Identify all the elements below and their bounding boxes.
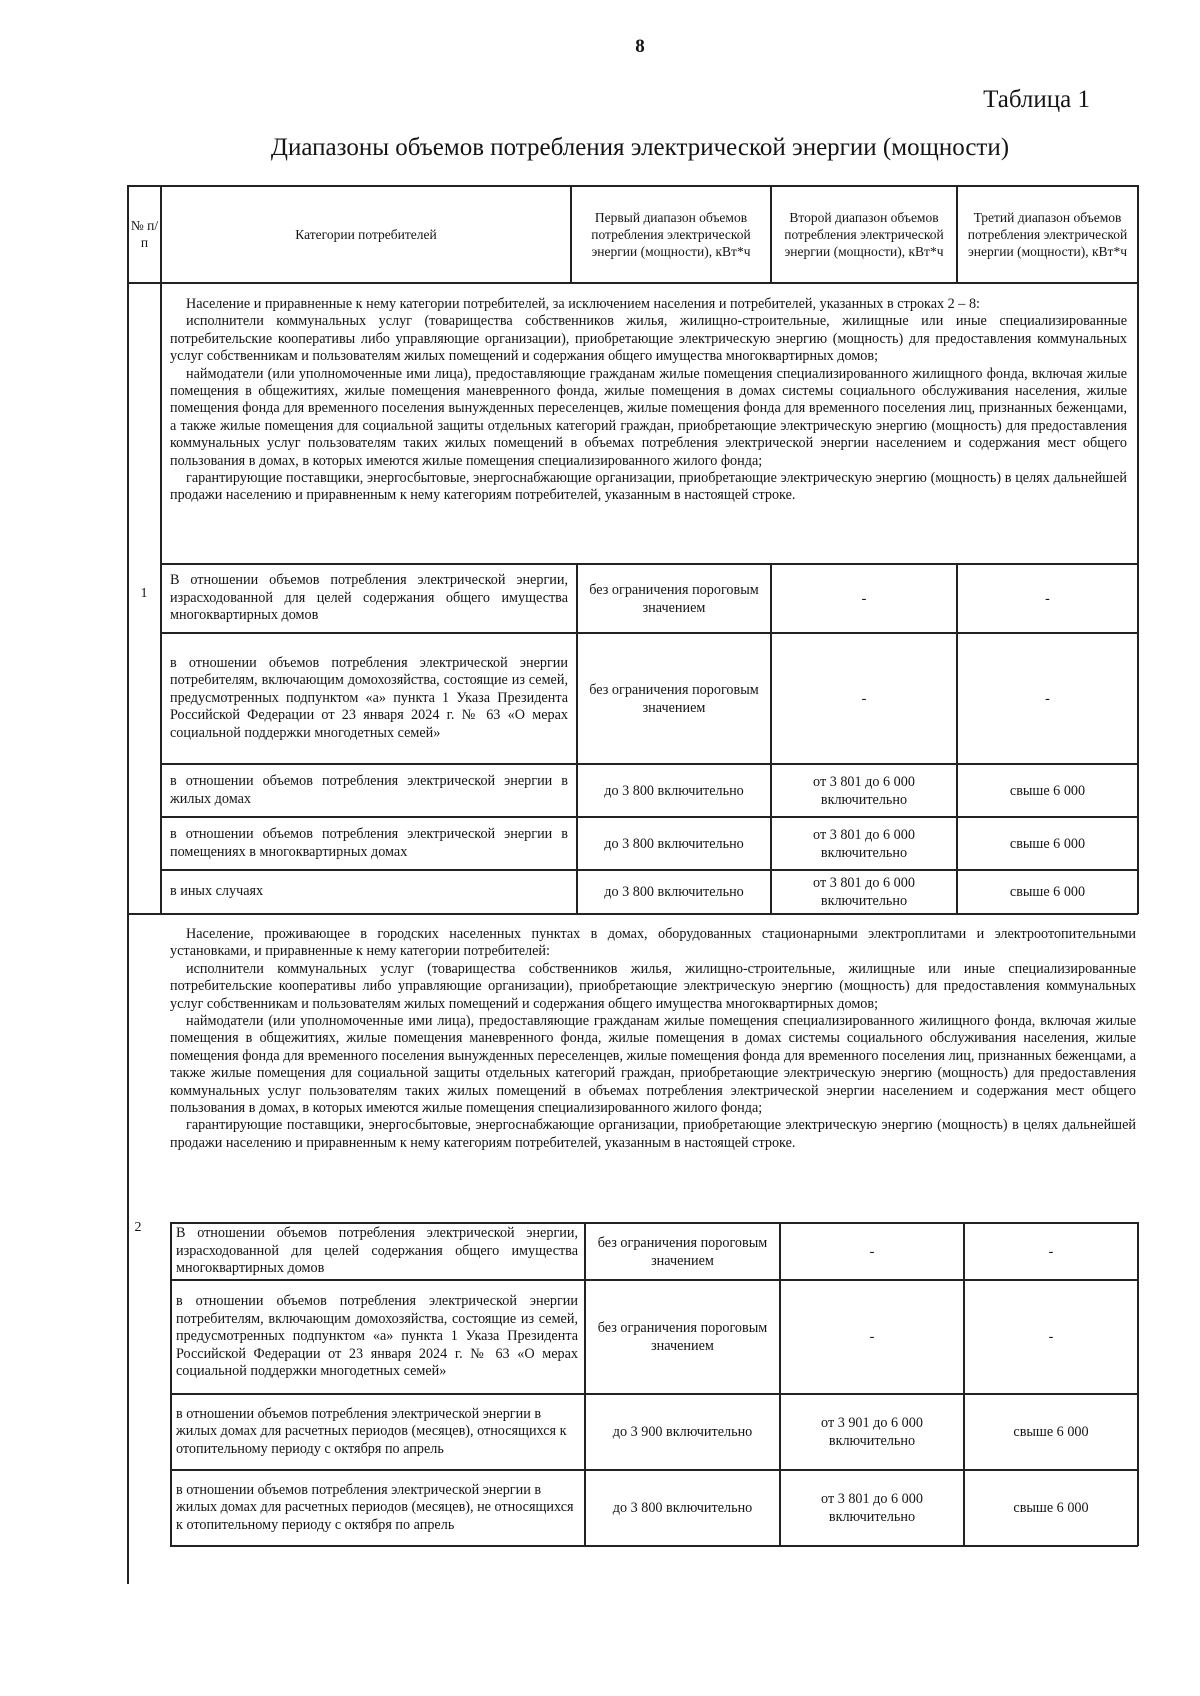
range1-value: до 3 800 включительно — [604, 835, 744, 852]
range1-value: без ограничения пороговым значением — [597, 1234, 768, 1269]
range3-value: свыше 6 000 — [1009, 884, 1086, 900]
range1-value: без ограничения пороговым значением — [589, 681, 759, 716]
range3-value: свыше 6 000 — [1013, 1500, 1089, 1516]
range3-value: - — [1048, 1243, 1054, 1260]
row-number-1: 1 — [140, 586, 148, 601]
range1-value: без ограничения пороговым значением — [589, 581, 759, 616]
section2-paragraph: Население, проживающее в городских населенных пунктах в домах, оборудованных стационарными электроплитами и электроотопительными установками, и приравненные к нему категории потребителей: — [170, 926, 1136, 960]
range1-value: без ограничения пороговым значением — [597, 1320, 768, 1354]
range3-value: свыше 6 000 — [1013, 1424, 1089, 1440]
page-number: 8 — [635, 36, 645, 57]
table-label: Таблица 1 — [983, 86, 1090, 113]
page-title: Диапазоны объемов потребления электрической энергии (мощности) — [270, 134, 1010, 161]
table-row-category: В отношении объемов потребления электрической энергии, израсходованной для целей содержания общего имущества многоквартирных домов — [176, 1225, 578, 1277]
table-row-category: в отношении объемов потребления электрической энергии в жилых домах для расчетных периодов (месяцев), не относящихся к отопительному периоду с октября по апрель — [176, 1481, 574, 1533]
section1-description — [170, 296, 1127, 505]
range3-value: - — [1045, 590, 1050, 607]
range1-value: до 3 900 включительно — [612, 1424, 753, 1440]
range2-value: - — [869, 1243, 875, 1260]
header-range3: Третий диапазон объемов потребления электрической энергии (мощности), кВт*ч — [967, 209, 1128, 259]
range3-value: - — [1048, 1329, 1054, 1345]
range2-value: от 3 801 до 6 000 включительно — [813, 875, 915, 909]
row-number-2: 2 — [134, 1220, 142, 1235]
range2-value: от 3 801 до 6 000 включительно — [821, 1491, 923, 1525]
header-range2: Второй диапазон объемов потребления электрической энергии (мощности), кВт*ч — [784, 209, 944, 259]
range2-value: - — [869, 1329, 875, 1345]
section2-description — [170, 926, 1136, 1152]
table-row-category: в иных случаях — [170, 883, 264, 900]
header-num: № п/п — [130, 218, 159, 250]
header-range1: Первый диапазон объемов потребления электрической энергии (мощности), кВт*ч — [591, 209, 751, 259]
header-category: Категории потребителей — [295, 226, 437, 242]
range2-value: от 3 801 до 6 000 включительно — [813, 826, 915, 861]
section2-paragraph: исполнители коммунальных услуг (товарищества собственников жилья, жилищно-строительные, жилищные или иные специализированные потребительские кооперативы либо управляющие организации), приобретающие электрическую энергию (мощность) для предоставления коммунальных услуг собственникам и пользователям жилых помещений и содержания общего имущества многоквартирных домов; — [170, 960, 1136, 1012]
range1-value: до 3 800 включительно — [612, 1500, 753, 1516]
range3-value: - — [1045, 690, 1050, 707]
table-row-category: в отношении объемов потребления электрической энергии в жилых домах для расчетных периодов (месяцев), относящихся к отопительному периоду с октября по апрель — [176, 1405, 567, 1457]
table-row-category: в отношении объемов потребления электрической энергии потребителям, включающим домохозяйства, состоящие из семей, предусмотренных подпунктом «а» пункта 1 Указа Президента Российской Федерации от 23 января 2024 г. № 63 «О мерах социальной поддержки многодетных семей» — [170, 654, 568, 741]
table-row-category: в отношении объемов потребления электрической энергии в жилых домах — [170, 773, 568, 807]
range2-value: от 3 901 до 6 000 включительно — [821, 1415, 923, 1449]
table-row-category: в отношении объемов потребления электрической энергии потребителям, включающим домохозяйства, состоящие из семей, предусмотренных подпунктом «а» пункта 1 Указа Президента Российской Федерации от 23 января 2024 г. № 63 «О мерах социальной поддержки многодетных семей» — [176, 1293, 578, 1380]
range2-value: от 3 801 до 6 000 включительно — [813, 773, 915, 808]
range2-value: - — [861, 590, 867, 607]
section2-paragraph: гарантирующие поставщики, энергосбытовые, энергоснабжающие организации, приобретающие электрическую энергию (мощность) в целях дальнейшей продажи населению и приравненным к нему категориям потребителей, указанным в настоящей строке. — [170, 1117, 1136, 1151]
range2-value: - — [861, 690, 867, 707]
section2-paragraph: наймодатели (или уполномоченные ими лица), предоставляющие гражданам жилые помещения специализированного жилищного фонда, включая жилые помещения в общежитиях, жилые помещения маневренного фонда, жилые помещения в домах системы социального обслуживания населения, жилые помещения фонда для временного поселения вынужденных переселенцев, жилые помещения фонда для временного поселения лиц, признанных беженцами, а также жилые помещения для социальной защиты отдельных категорий граждан, приобретающие электрическую энергию (мощность) для предоставления коммунальных услуг пользователям таких жилых помещений в объемах потребления электрической энергии населением и содержания мест общего пользования в домах, в которых имеются жилые помещения специализированного жилого фонда; — [170, 1013, 1136, 1117]
range1-value: до 3 800 включительно — [604, 782, 744, 799]
section1-paragraph: Население и приравненные к нему категории потребителей, за исключением населения и потребителей, указанных в строках 2 – 8: — [186, 296, 980, 312]
section1-paragraph: гарантирующие поставщики, энергосбытовые, энергоснабжающие организации, приобретающие электрическую энергию (мощность) в целях дальнейшей продажи населению и приравненным к нему категориям потребителей, указанным в настоящей строке. — [170, 470, 1127, 504]
table-row-category: В отношении объемов потребления электрической энергии, израсходованной для целей содержания общего имущества многоквартирных домов — [170, 572, 568, 624]
section1-paragraph: наймодатели (или уполномоченные ими лица), предоставляющие гражданам жилые помещения специализированного жилищного фонда, включая жилые помещения в общежитиях, жилые помещения маневренного фонда, жилые помещения в домах системы социального обслуживания населения, жилые помещения фонда для временного поселения вынужденных переселенцев, жилые помещения фонда для временного поселения лиц, признанных беженцами, а также жилые помещения для социальной защиты отдельных категорий граждан, приобретающие электрическую энергию (мощность) для предоставления коммунальных услуг пользователям таких жилых помещений в объемах потребления электрической энергии населением и содержания мест общего пользования в домах, в которых имеются жилые помещения специализированного жилого фонда; — [170, 365, 1127, 469]
range3-value: свыше 6 000 — [1009, 782, 1086, 799]
range3-value: свыше 6 000 — [1009, 835, 1086, 852]
table-row-category: в отношении объемов потребления электрической энергии в помещениях в многоквартирных домах — [170, 826, 568, 860]
section1-paragraph: исполнители коммунальных услуг (товарищества собственников жилья, жилищно-строительные, жилищные или иные специализированные потребительские кооперативы либо управляющие организации), приобретающие электрическую энергию (мощность) для предоставления коммунальных услуг собственникам и пользователям жилых помещений и содержания общего имущества многоквартирных домов; — [170, 313, 1127, 365]
range1-value: до 3 800 включительно — [604, 884, 744, 900]
